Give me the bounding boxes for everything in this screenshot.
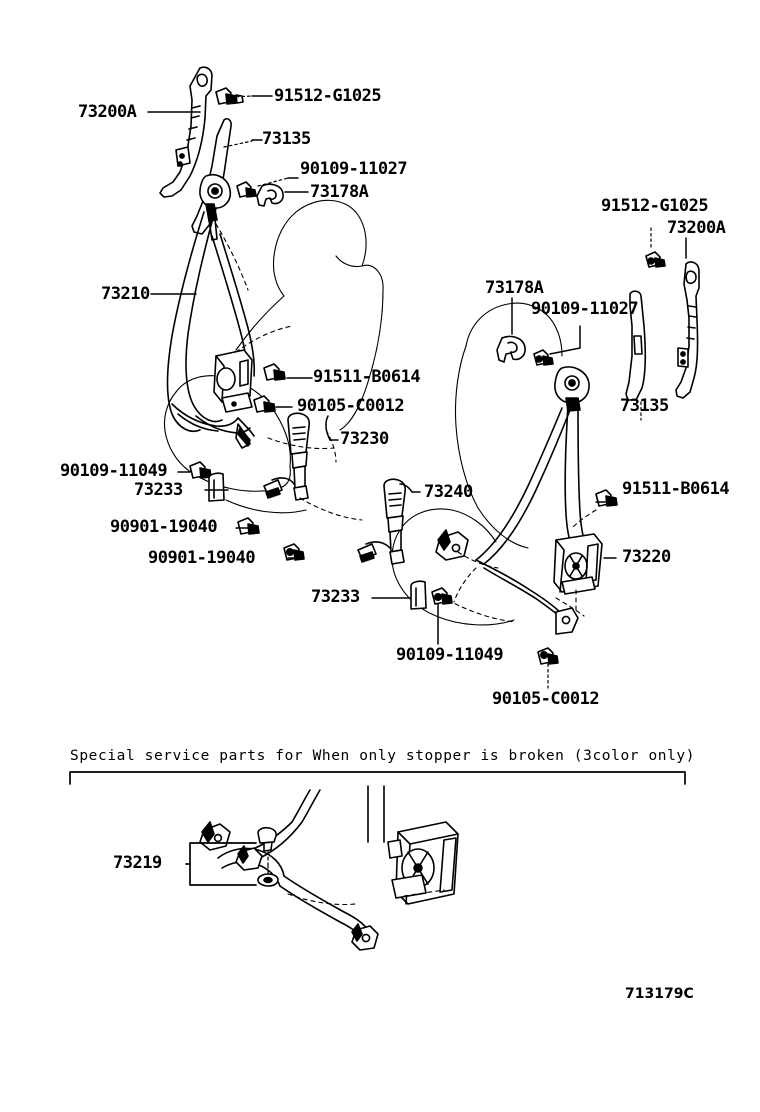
label-73178a-right: 73178A xyxy=(485,278,544,298)
label-90901-19040-lower: 90901-19040 xyxy=(148,548,256,568)
label-73230: 73230 xyxy=(340,429,389,449)
label-91512-g1025-right: 91512-G1025 xyxy=(601,196,709,216)
label-73135-left: 73135 xyxy=(262,129,311,149)
screw-90109-11049-right xyxy=(432,588,452,604)
label-73178a-left: 73178A xyxy=(310,182,369,202)
screw-91512-left xyxy=(216,88,243,104)
screw-90901-upper xyxy=(238,518,259,534)
label-90109-11049-right: 90109-11049 xyxy=(396,645,504,665)
label-73220: 73220 xyxy=(622,547,671,567)
label-91511-b0614-right: 91511-B0614 xyxy=(622,479,730,499)
clip-73178a-right xyxy=(497,336,525,362)
label-90105-c0012-left: 90105-C0012 xyxy=(297,396,405,416)
screw-90109-11027-left xyxy=(237,182,256,197)
screw-91512-right xyxy=(646,252,665,267)
part-73200a-right xyxy=(676,262,699,398)
label-90109-11027-left: 90109-11027 xyxy=(300,159,408,179)
bottom-assembly xyxy=(200,786,458,950)
screw-91511-right xyxy=(596,490,617,506)
screw-90105-right xyxy=(538,648,558,664)
clip-73178a-left xyxy=(257,184,283,206)
label-90109-11027-right: 90109-11027 xyxy=(531,299,639,319)
label-90901-19040-upper: 90901-19040 xyxy=(110,517,218,537)
label-73200a-right: 73200A xyxy=(667,218,726,238)
special-parts-bracket xyxy=(70,772,685,784)
screw-90105-left xyxy=(254,396,275,412)
label-73200a-left: 73200A xyxy=(78,102,137,122)
special-parts-note: Special service parts for When only stopper is broken (3color only) xyxy=(70,748,696,764)
screw-91511-left xyxy=(264,364,285,380)
belt-loop-left xyxy=(172,404,254,448)
label-91512-g1025-left: 91512-G1025 xyxy=(274,86,382,106)
label-73240: 73240 xyxy=(424,482,473,502)
anchor-right-lower xyxy=(556,608,578,634)
part-73233-left xyxy=(209,473,224,501)
part-73220-retractor xyxy=(554,534,602,594)
label-73210: 73210 xyxy=(101,284,150,304)
screw-90109-11049-left xyxy=(190,462,211,478)
diagram-footer-code: 713179C xyxy=(625,986,694,1002)
label-90109-11049-left: 90109-11049 xyxy=(60,461,168,481)
part-73240-buckle xyxy=(358,479,405,564)
label-91511-b0614-left: 91511-B0614 xyxy=(313,367,421,387)
part-73230-buckle xyxy=(264,413,309,500)
label-73219: 73219 xyxy=(113,853,162,873)
part-73233-right xyxy=(411,581,426,609)
label-73135-right: 73135 xyxy=(620,396,669,416)
label-90105-c0012-right: 90105-C0012 xyxy=(492,689,600,709)
belt-guide-right xyxy=(555,367,589,411)
label-73233-right: 73233 xyxy=(311,587,360,607)
label-73233-left: 73233 xyxy=(134,480,183,500)
anchor-right-left xyxy=(436,530,468,560)
latch-73210-left xyxy=(214,350,252,412)
screw-90109-11027-right xyxy=(534,350,553,365)
